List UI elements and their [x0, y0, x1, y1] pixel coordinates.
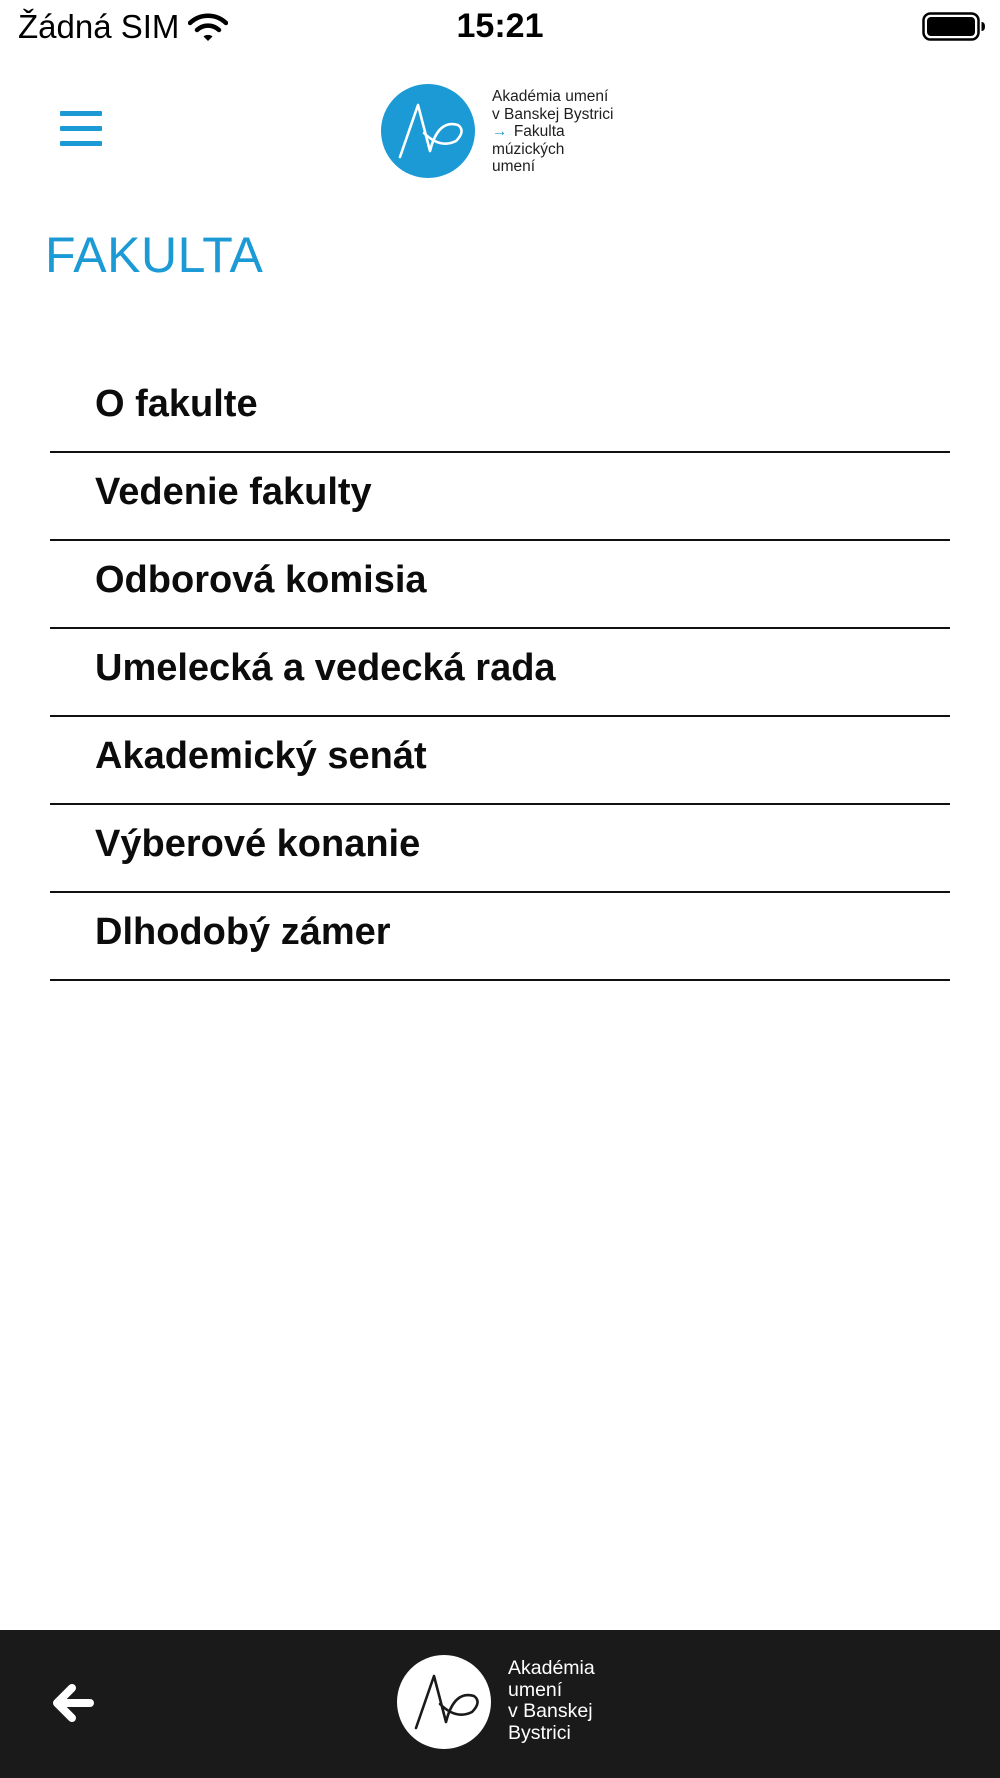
footer-logo-line: Bystrici: [508, 1721, 571, 1744]
menu-item-label: Výberové konanie: [95, 823, 421, 865]
menu-item-label: Akademický senát: [95, 735, 427, 777]
logo-line: [492, 123, 613, 141]
menu-item-label: O fakulte: [95, 383, 258, 425]
clock: 15:21: [456, 7, 544, 45]
menu-item-label: Odborová komisia: [95, 559, 427, 601]
hamburger-menu-icon[interactable]: [56, 108, 106, 152]
logo-text: [492, 88, 613, 176]
menu-item-vyberove-konanie[interactable]: [50, 805, 950, 893]
bottom-bar: [0, 1630, 1000, 1778]
logo-line-text: Fakulta: [513, 123, 565, 141]
logo-line: múzických: [492, 140, 565, 158]
menu-item-label: Umelecká a vedecká rada: [95, 647, 556, 689]
back-arrow-icon[interactable]: [50, 1680, 100, 1726]
menu-item-umelecka-a-vedecka-rada[interactable]: [50, 629, 950, 717]
logo-line: Akadémia umení: [492, 88, 609, 105]
footer-logo-text: [508, 1658, 595, 1744]
battery-icon: [922, 12, 986, 47]
logo-line: umení: [492, 158, 536, 176]
footer-logo-emblem-icon: [396, 1654, 492, 1750]
menu-item-odborova-komisia[interactable]: [50, 541, 950, 629]
status-bar: [0, 0, 1000, 56]
menu-item-vedenie-fakulty[interactable]: [50, 453, 950, 541]
logo-line: v Banskej Bystrici: [492, 105, 614, 123]
university-logo[interactable]: [380, 83, 630, 183]
menu-item-label: Vedenie fakulty: [95, 471, 372, 513]
carrier-label: Žádná SIM: [18, 8, 180, 45]
faculty-menu-list: [50, 365, 950, 981]
logo-emblem-icon: [380, 83, 476, 179]
page-title: FAKULTA: [45, 227, 264, 283]
footer-logo-line: umení: [508, 1678, 563, 1701]
footer-logo-line: v Banskej: [508, 1700, 593, 1722]
menu-item-akademicky-senat[interactable]: [50, 717, 950, 805]
arrow-icon: →: [492, 123, 508, 141]
menu-item-label: Dlhodobý zámer: [95, 911, 391, 953]
footer-logo-line: Akadémia: [508, 1657, 595, 1679]
menu-item-o-fakulte[interactable]: [50, 365, 950, 453]
menu-item-dlhodoby-zamer[interactable]: [50, 893, 950, 981]
footer-logo[interactable]: [396, 1654, 636, 1754]
